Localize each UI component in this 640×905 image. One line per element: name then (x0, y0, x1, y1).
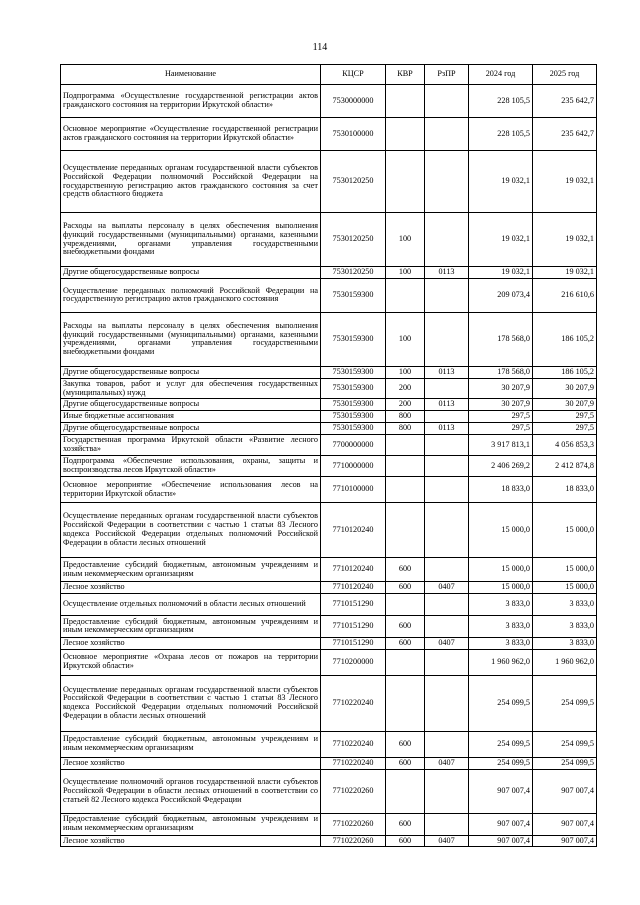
row-2025-cell: 3 833,0 (533, 615, 597, 637)
row-2024-cell: 254 099,5 (469, 675, 533, 731)
row-kvr-cell (386, 675, 425, 731)
row-rzpr-cell (425, 813, 469, 835)
row-kvr-cell: 600 (386, 582, 425, 594)
row-name-cell: Расходы на выплаты персоналу в целях обеспечения выполнения функций государственными (муниципальными) органами, казенными учреждениями, органами управления государственными внебюджетными фондами (61, 312, 321, 366)
row-2024-cell: 228 105,5 (469, 85, 533, 118)
row-name-cell: Лесное хозяйство (61, 835, 321, 847)
row-2024-cell: 209 073,4 (469, 278, 533, 312)
row-2025-cell: 3 833,0 (533, 593, 597, 615)
row-2025-cell: 15 000,0 (533, 582, 597, 594)
row-2025-cell: 2 412 874,8 (533, 456, 597, 477)
row-2024-cell: 907 007,4 (469, 769, 533, 813)
row-kcsr-cell: 7710220260 (321, 769, 386, 813)
row-rzpr-cell (425, 151, 469, 213)
row-kvr-cell: 600 (386, 558, 425, 582)
table-row (61, 582, 597, 594)
row-name-cell: Осуществление переданных органам государственной власти субъектов Российской Федерации полномочий Российской Федерации на государственную регистрацию актов гражданского состояния за счет средств областного бюджета (61, 151, 321, 213)
row-rzpr-cell (425, 411, 469, 423)
row-2025-cell: 1 960 962,0 (533, 649, 597, 675)
row-name-cell: Предоставление субсидий бюджетным, автономным учреждениям и иным некоммерческим организациям (61, 731, 321, 757)
row-rzpr-cell: 0113 (425, 267, 469, 279)
row-2024-cell: 254 099,5 (469, 757, 533, 769)
row-rzpr-cell (425, 85, 469, 118)
row-rzpr-cell (425, 649, 469, 675)
row-2025-cell: 254 099,5 (533, 731, 597, 757)
table-row (61, 813, 597, 835)
header-rzpr: РзПР (425, 65, 469, 85)
row-2025-cell: 4 056 853,3 (533, 435, 597, 456)
row-2024-cell: 19 032,1 (469, 267, 533, 279)
row-kcsr-cell: 7710200000 (321, 649, 386, 675)
row-2024-cell: 254 099,5 (469, 731, 533, 757)
row-2024-cell: 18 833,0 (469, 477, 533, 503)
page-number: 114 (312, 42, 328, 53)
row-kcsr-cell: 7710120240 (321, 503, 386, 558)
row-name-cell: Осуществление переданных полномочий Российской Федерации на государственную регистрацию актов гражданского состояния (61, 278, 321, 312)
row-kvr-cell (386, 85, 425, 118)
row-kvr-cell: 600 (386, 813, 425, 835)
row-2025-cell: 235 642,7 (533, 118, 597, 151)
table-row (61, 85, 597, 118)
row-rzpr-cell: 0407 (425, 757, 469, 769)
row-rzpr-cell (425, 477, 469, 503)
table-row (61, 637, 597, 649)
row-name-cell: Лесное хозяйство (61, 757, 321, 769)
row-kvr-cell (386, 769, 425, 813)
row-name-cell: Другие общегосударственные вопросы (61, 267, 321, 279)
table-row (61, 151, 597, 213)
row-name-cell: Основное мероприятие «Обеспечение использования лесов на территории Иркутской области» (61, 477, 321, 503)
budget-table (60, 64, 597, 847)
row-rzpr-cell (425, 558, 469, 582)
row-2024-cell: 19 032,1 (469, 213, 533, 267)
row-kcsr-cell: 7710220240 (321, 757, 386, 769)
row-rzpr-cell: 0407 (425, 582, 469, 594)
table-row (61, 456, 597, 477)
row-kcsr-cell: 7530159300 (321, 378, 386, 399)
row-kvr-cell: 100 (386, 213, 425, 267)
row-rzpr-cell: 0407 (425, 637, 469, 649)
table-row (61, 278, 597, 312)
row-name-cell: Предоставление субсидий бюджетным, автономным учреждениям и иным некоммерческим организациям (61, 615, 321, 637)
row-2025-cell: 297,5 (533, 423, 597, 435)
row-kvr-cell (386, 456, 425, 477)
table-row (61, 435, 597, 456)
row-name-cell: Другие общегосударственные вопросы (61, 366, 321, 378)
table-row (61, 411, 597, 423)
row-name-cell: Осуществление переданных органам государственной власти субъектов Российской Федерации в соответствии с частью 1 статьи 83 Лесного кодекса Российской Федерации отдельных полномочий Российской Федерации в области лесных отношений (61, 503, 321, 558)
row-2025-cell: 30 207,9 (533, 399, 597, 411)
row-rzpr-cell (425, 312, 469, 366)
header-kvr: КВР (386, 65, 425, 85)
row-kvr-cell: 600 (386, 731, 425, 757)
header-2025: 2025 год (533, 65, 597, 85)
row-2025-cell: 907 007,4 (533, 813, 597, 835)
row-kvr-cell (386, 503, 425, 558)
row-2024-cell: 907 007,4 (469, 835, 533, 847)
row-name-cell: Предоставление субсидий бюджетным, автономным учреждениям и иным некоммерческим организациям (61, 813, 321, 835)
row-kvr-cell: 600 (386, 835, 425, 847)
row-2025-cell: 19 032,1 (533, 267, 597, 279)
row-2024-cell: 30 207,9 (469, 378, 533, 399)
row-2025-cell: 254 099,5 (533, 675, 597, 731)
row-2025-cell: 30 207,9 (533, 378, 597, 399)
row-2025-cell: 235 642,7 (533, 85, 597, 118)
table-row (61, 731, 597, 757)
row-kcsr-cell: 7530159300 (321, 278, 386, 312)
row-kvr-cell (386, 435, 425, 456)
row-rzpr-cell (425, 675, 469, 731)
row-rzpr-cell (425, 503, 469, 558)
row-kvr-cell (386, 118, 425, 151)
row-kvr-cell: 600 (386, 615, 425, 637)
row-2025-cell: 907 007,4 (533, 769, 597, 813)
row-name-cell: Осуществление отдельных полномочий в области лесных отношений (61, 593, 321, 615)
table-row (61, 558, 597, 582)
row-kcsr-cell: 7710220240 (321, 675, 386, 731)
row-kvr-cell (386, 278, 425, 312)
row-2024-cell: 1 960 962,0 (469, 649, 533, 675)
row-rzpr-cell (425, 378, 469, 399)
header-kcsr: КЦСР (321, 65, 386, 85)
table-row (61, 378, 597, 399)
row-rzpr-cell: 0113 (425, 366, 469, 378)
table-row (61, 477, 597, 503)
row-kcsr-cell: 7530100000 (321, 118, 386, 151)
row-name-cell: Основное мероприятие «Охрана лесов от пожаров на территории Иркутской области» (61, 649, 321, 675)
row-kcsr-cell: 7530159300 (321, 423, 386, 435)
row-kcsr-cell: 7530159300 (321, 366, 386, 378)
row-2025-cell: 19 032,1 (533, 151, 597, 213)
table-row (61, 213, 597, 267)
row-rzpr-cell (425, 435, 469, 456)
row-kvr-cell: 100 (386, 312, 425, 366)
row-2025-cell: 216 610,6 (533, 278, 597, 312)
row-name-cell: Основное мероприятие «Осуществление государственной регистрации актов гражданского состояния на территории Иркутской области» (61, 118, 321, 151)
row-kcsr-cell: 7530000000 (321, 85, 386, 118)
row-kcsr-cell: 7530159300 (321, 399, 386, 411)
table-row (61, 593, 597, 615)
row-2024-cell: 297,5 (469, 423, 533, 435)
row-kcsr-cell: 7710151290 (321, 637, 386, 649)
row-kvr-cell: 600 (386, 757, 425, 769)
row-2025-cell: 15 000,0 (533, 503, 597, 558)
table-row (61, 769, 597, 813)
row-2025-cell: 186 105,2 (533, 312, 597, 366)
row-kcsr-cell: 7710000000 (321, 456, 386, 477)
table-header-row (61, 65, 597, 85)
row-kvr-cell: 200 (386, 399, 425, 411)
row-rzpr-cell: 0113 (425, 399, 469, 411)
header-2024: 2024 год (469, 65, 533, 85)
row-rzpr-cell (425, 615, 469, 637)
row-2025-cell: 3 833,0 (533, 637, 597, 649)
row-2024-cell: 3 833,0 (469, 637, 533, 649)
row-kcsr-cell: 7710220260 (321, 813, 386, 835)
row-kcsr-cell: 7710120240 (321, 558, 386, 582)
table-row (61, 312, 597, 366)
row-kcsr-cell: 7700000000 (321, 435, 386, 456)
row-2024-cell: 3 833,0 (469, 593, 533, 615)
row-kvr-cell (386, 477, 425, 503)
row-kcsr-cell: 7710120240 (321, 582, 386, 594)
row-2024-cell: 297,5 (469, 411, 533, 423)
table-row (61, 118, 597, 151)
row-name-cell: Осуществление полномочий органов государственной власти субъектов Российской Федерации в области лесных отношений в соответствии со статьей 82 Лесного кодекса Российской Федерации (61, 769, 321, 813)
row-name-cell: Расходы на выплаты персоналу в целях обеспечения выполнения функций государственными (муниципальными) органами, казенными учреждениями, органами управления государственными внебюджетными фондами (61, 213, 321, 267)
row-name-cell: Другие общегосударственные вопросы (61, 423, 321, 435)
row-rzpr-cell (425, 456, 469, 477)
row-2025-cell: 297,5 (533, 411, 597, 423)
row-2025-cell: 18 833,0 (533, 477, 597, 503)
row-rzpr-cell (425, 731, 469, 757)
row-name-cell: Подпрограмма «Обеспечение использования, охраны, защиты и воспроизводства лесов Иркутской области» (61, 456, 321, 477)
row-name-cell: Лесное хозяйство (61, 582, 321, 594)
row-rzpr-cell (425, 118, 469, 151)
row-2025-cell: 254 099,5 (533, 757, 597, 769)
row-name-cell: Лесное хозяйство (61, 637, 321, 649)
table-row (61, 399, 597, 411)
row-rzpr-cell: 0407 (425, 835, 469, 847)
row-name-cell: Иные бюджетные ассигнования (61, 411, 321, 423)
row-kcsr-cell: 7530159300 (321, 411, 386, 423)
row-2024-cell: 3 917 813,1 (469, 435, 533, 456)
row-2024-cell: 907 007,4 (469, 813, 533, 835)
row-2025-cell: 19 032,1 (533, 213, 597, 267)
row-2024-cell: 15 000,0 (469, 558, 533, 582)
row-kvr-cell: 100 (386, 366, 425, 378)
row-name-cell: Другие общегосударственные вопросы (61, 399, 321, 411)
table-body (61, 85, 597, 847)
row-kcsr-cell: 7710151290 (321, 615, 386, 637)
table-row (61, 675, 597, 731)
row-2025-cell: 15 000,0 (533, 558, 597, 582)
row-2025-cell: 907 007,4 (533, 835, 597, 847)
row-2024-cell: 228 105,5 (469, 118, 533, 151)
row-name-cell: Государственная программа Иркутской области «Развитие лесного хозяйства» (61, 435, 321, 456)
row-2024-cell: 15 000,0 (469, 582, 533, 594)
row-kvr-cell: 800 (386, 423, 425, 435)
header-name: Наименование (61, 65, 321, 85)
table-row (61, 757, 597, 769)
row-rzpr-cell (425, 213, 469, 267)
row-2024-cell: 19 032,1 (469, 151, 533, 213)
row-kvr-cell (386, 151, 425, 213)
row-kvr-cell: 600 (386, 637, 425, 649)
row-kcsr-cell: 7530120250 (321, 151, 386, 213)
row-kcsr-cell: 7530159300 (321, 312, 386, 366)
row-rzpr-cell (425, 769, 469, 813)
row-rzpr-cell (425, 593, 469, 615)
row-kcsr-cell: 7710151290 (321, 593, 386, 615)
table-row (61, 503, 597, 558)
row-kcsr-cell: 7530120250 (321, 213, 386, 267)
table-row (61, 423, 597, 435)
row-2024-cell: 2 406 269,2 (469, 456, 533, 477)
row-name-cell: Подпрограмма «Осуществление государственной регистрации актов гражданского состояния на территории Иркутской области» (61, 85, 321, 118)
table-row (61, 615, 597, 637)
row-rzpr-cell (425, 278, 469, 312)
row-kcsr-cell: 7710220260 (321, 835, 386, 847)
row-rzpr-cell: 0113 (425, 423, 469, 435)
row-kvr-cell: 100 (386, 267, 425, 279)
table-row (61, 267, 597, 279)
table-row (61, 835, 597, 847)
table-row (61, 649, 597, 675)
row-kvr-cell: 200 (386, 378, 425, 399)
row-name-cell: Осуществление переданных органам государственной власти субъектов Российской Федерации в соответствии с частью 1 статьи 83 Лесного кодекса Российской Федерации отдельных полномочий Российской Федерации в области лесных отношений (61, 675, 321, 731)
row-2025-cell: 186 105,2 (533, 366, 597, 378)
row-kcsr-cell: 7530120250 (321, 267, 386, 279)
row-kvr-cell (386, 649, 425, 675)
row-2024-cell: 30 207,9 (469, 399, 533, 411)
row-2024-cell: 178 568,0 (469, 366, 533, 378)
row-name-cell: Предоставление субсидий бюджетным, автономным учреждениям и иным некоммерческим организациям (61, 558, 321, 582)
row-kvr-cell: 800 (386, 411, 425, 423)
row-name-cell: Закупка товаров, работ и услуг для обеспечения государственных (муниципальных) нужд (61, 378, 321, 399)
row-2024-cell: 15 000,0 (469, 503, 533, 558)
table-row (61, 366, 597, 378)
row-2024-cell: 178 568,0 (469, 312, 533, 366)
row-kcsr-cell: 7710100000 (321, 477, 386, 503)
row-kvr-cell (386, 593, 425, 615)
row-kcsr-cell: 7710220240 (321, 731, 386, 757)
row-2024-cell: 3 833,0 (469, 615, 533, 637)
